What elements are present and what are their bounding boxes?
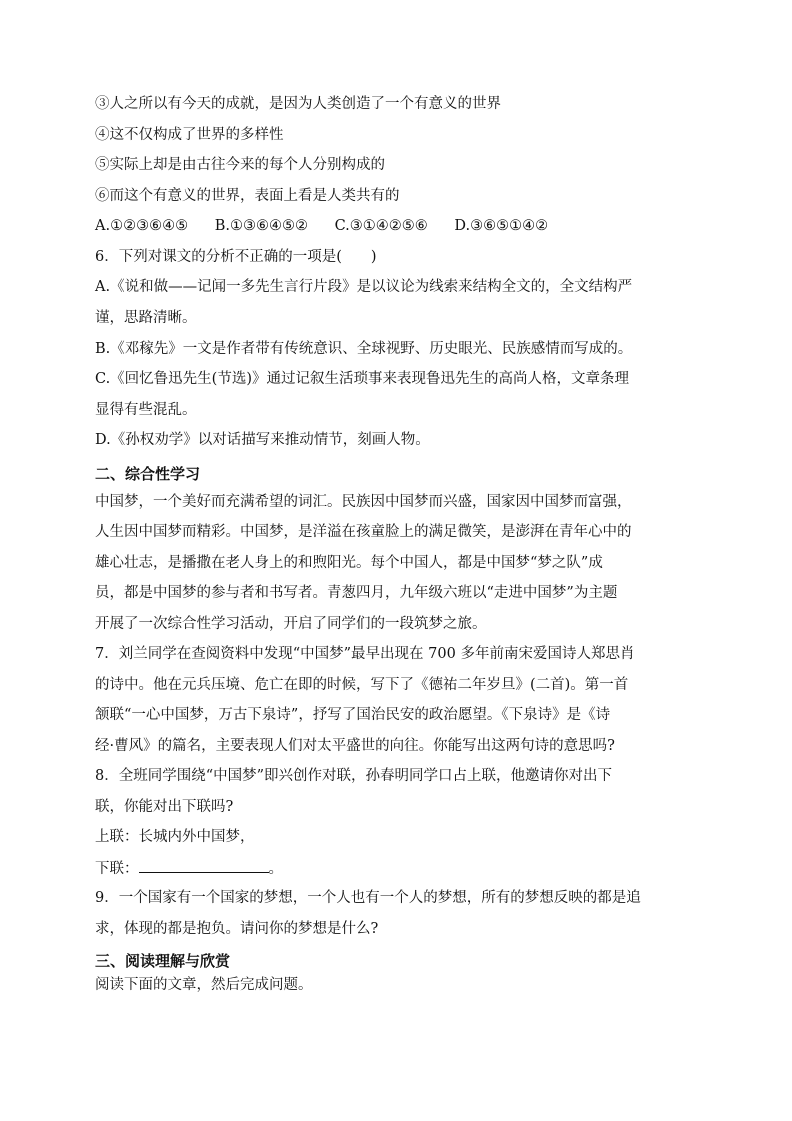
q6-option-b: B.《邓稼先》一文是作者带有传统意识、全球视野、历史眼光、民族感情而写成的。 (95, 341, 633, 357)
section2-para-line1: 中国梦，一个美好而充满希望的词汇。民族因中国梦而兴盛，国家因中国梦而富强， (95, 494, 632, 510)
q6-option-a-line2: 谨，思路清晰。 (95, 310, 197, 326)
section2-para-line4: 员，都是中国梦的参与者和书写者。青葱四月，九年级六班以“走进中国梦”为主题 (95, 585, 618, 601)
section2-para-line5: 开展了一次综合性学习活动，开启了同学们的一段筑梦之旅。 (95, 616, 487, 632)
q5-option-a: A.①②③⑥④⑤ (95, 218, 189, 234)
q6-option-d: D.《孙权劝学》以对话描写来推动情节，刻画人物。 (95, 432, 430, 448)
q8-upper-couplet: 上联：长城内外中国梦， (95, 829, 255, 845)
q5-option-c: C.③①④②⑤⑥ (334, 218, 428, 234)
q5-sentence-3: ③人之所以有今天的成就，是因为人类创造了一个有意义的世界 (95, 96, 501, 112)
q7-line1: 7．刘兰同学在查阅资料中发现“中国梦”最早出现在 700 多年前南宋爱国诗人郑思肖 (95, 646, 635, 662)
q5-sentence-6: ⑥而这个有意义的世界，表面上看是人类共有的 (95, 188, 400, 204)
q6-stem: 6．下列对课文的分析不正确的一项是( ) (95, 249, 377, 265)
section2-para-line2: 人生因中国梦而精彩。中国梦，是洋溢在孩童脸上的满足微笑，是澎湃在青年心中的 (95, 524, 632, 540)
q8-lower-end: 。 (268, 861, 283, 877)
q8-answer-blank[interactable] (139, 858, 269, 873)
q7-line4: 经·曹风》的篇名，主要表现人们对太平盛世的向往。你能写出这两句诗的意思吗? (95, 738, 615, 754)
q5-option-b: B.①③⑥④⑤② (214, 218, 308, 234)
q5-options (95, 216, 705, 236)
q8-line2: 联，你能对出下联吗? (95, 799, 234, 815)
q6-option-a-line1: A.《说和做——记闻一多先生言行片段》是以议论为线索来结构全文的，全文结构严 (95, 279, 633, 295)
section2-para-line3: 雄心壮志，是播撒在老人身上的和煦阳光。每个中国人，都是中国梦“梦之队”成 (95, 555, 603, 571)
q6-option-c-line2: 显得有些混乱。 (95, 402, 197, 418)
q8-lower-couplet (95, 858, 705, 879)
q7-line3: 颔联“一心中国梦，万古下泉诗”，抒写了国治民安的政治愿望。《下泉诗》是《诗 (95, 707, 611, 723)
q5-sentence-4: ④这不仅构成了世界的多样性 (95, 127, 284, 143)
section2-heading: 二、综合性学习 (95, 465, 201, 483)
q5-option-d: D.③⑥⑤①④② (454, 218, 549, 234)
q8-lower-label: 下联： (95, 861, 139, 877)
section3-heading: 三、阅读理解与欣赏 (95, 952, 231, 970)
section3-intro: 阅读下面的文章，然后完成问题。 (95, 977, 313, 993)
q6-option-c-line1: C.《回忆鲁迅先生(节选)》通过记叙生活琐事来表现鲁迅先生的高尚人格，文章条理 (95, 371, 629, 387)
q8-line1: 8．全班同学围绕“中国梦”即兴创作对联，孙春明同学口占上联，他邀请你对出下 (95, 768, 613, 784)
q9-line2: 求，体现的都是抱负。请问你的梦想是什么? (95, 921, 379, 937)
q5-sentence-5: ⑤实际上却是由古往今来的每个人分别构成的 (95, 157, 385, 173)
q7-line2: 的诗中。他在元兵压境、危亡在即的时候，写下了《德祐二年岁旦》(二首)。第一首 (95, 677, 629, 693)
q9-line1: 9．一个国家有一个国家的梦想，一个人也有一个人的梦想，所有的梦想反映的都是追 (95, 890, 641, 906)
